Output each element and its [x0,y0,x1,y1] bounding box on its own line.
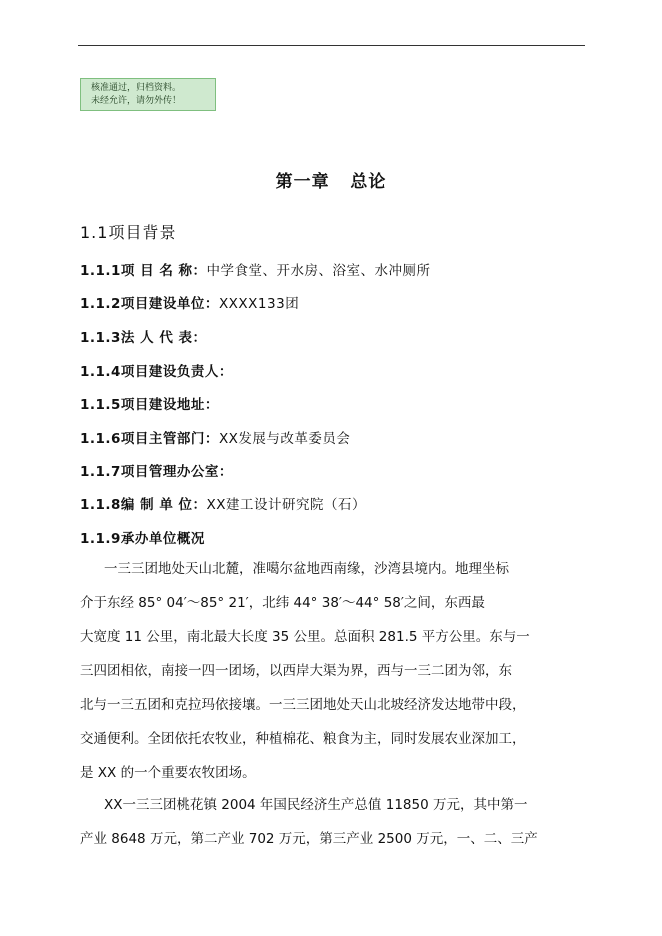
item-project-manager [80,360,233,380]
item-value: XX发展与改革委员会 [218,431,351,447]
paragraph-line: 产业 8648 万元，第二产业 702 万元，第三产业 2500 万元，一、二、三产 [80,831,538,847]
item-value: XX建工设计研究院（石） [206,497,367,513]
item-label: 1.1.5项目建设地址： [80,397,219,413]
item-label: 1.1.3法 人 代 表： [80,330,207,346]
paragraph-economy [80,788,590,856]
paragraph-line: 三四团相依，南接一四一团场，以西岸大渠为界，西与一三二团为邻，东 [80,663,512,679]
item-project-name [80,259,431,279]
paragraph-line: 交通便利。全团依托农牧业，种植棉花、粮食为主，同时发展农业深加工， [80,731,526,747]
item-project-address [80,393,219,413]
item-legal-representative [80,326,207,346]
item-organizer-overview [80,527,205,547]
item-label: 1.1.2项目建设单位： [80,296,219,312]
item-label: 1.1.7项目管理办公室： [80,464,233,480]
item-value: 中学食堂、开水房、浴室、水冲厕所 [206,263,431,279]
paragraph-line: 介于东经 85° 04′～85° 21′，北纬 44° 38′～44° 58′之间，东西最 [80,595,485,611]
chapter-title: 第一章 总论 [275,172,387,192]
notice-line-1: 核准通过，归档资料。 [91,83,182,93]
item-compiling-unit [80,493,366,513]
item-label: 1.1.4项目建设负责人： [80,364,233,380]
item-label: 1.1.6项目主管部门： [80,431,219,447]
item-label: 1.1.9承办单位概况 [80,531,205,547]
item-label: 1.1.8编 制 单 位： [80,497,207,513]
header-rule [78,45,585,46]
item-construction-unit [80,292,299,312]
item-supervising-department [80,427,350,447]
paragraph-overview [80,552,590,790]
paragraph-line: 一三三团地处天山北麓，准噶尔盆地西南缘，沙湾县境内。地理坐标 [104,561,509,577]
item-value: XXXX133团 [218,296,300,312]
archive-notice-stamp [80,78,216,111]
paragraph-line: 北与一三五团和克拉玛依接壤。一三三团地处天山北坡经济发达地带中段， [80,697,526,713]
item-label: 1.1.1项 目 名 称： [80,263,207,279]
paragraph-line: 大宽度 11 公里，南北最大长度 35 公里。总面积 281.5 平方公里。东与一 [80,629,530,645]
notice-line-2: 未经允许，请勿外传！ [91,96,182,106]
paragraph-line: 是 XX 的一个重要农牧团场。 [80,765,256,781]
section-title: 1.1项目背景 [80,223,177,242]
item-management-office [80,460,233,480]
paragraph-line: XX一三三团桃花镇 2004 年国民经济生产总值 11850 万元，其中第一 [104,797,528,813]
